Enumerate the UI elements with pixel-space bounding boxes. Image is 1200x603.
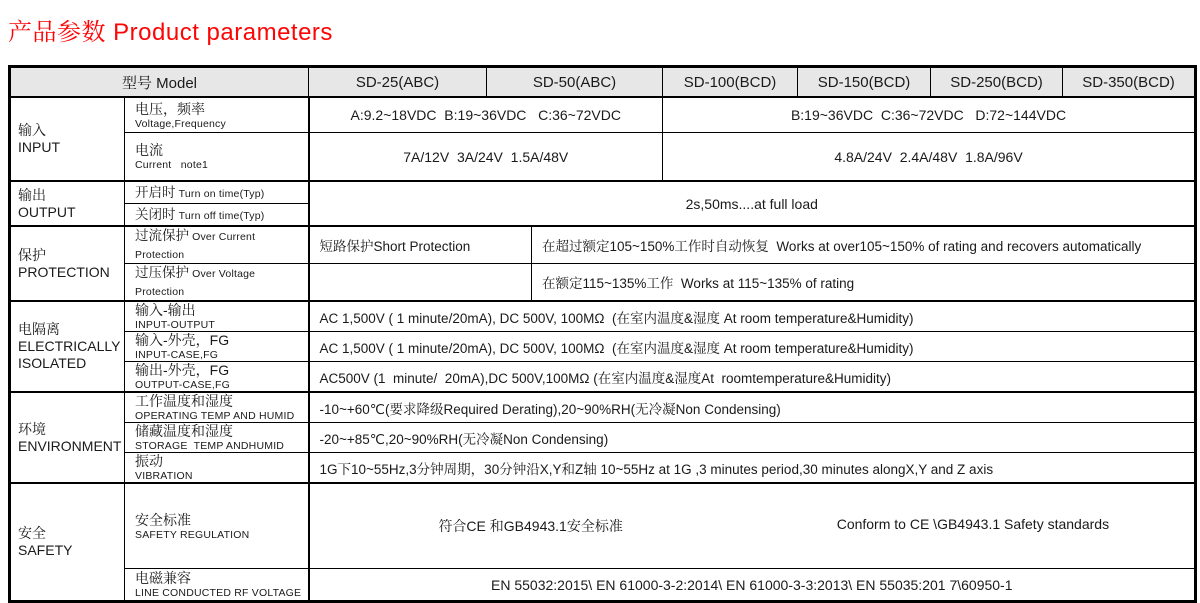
current-value-abc: 7A/12V 3A/24V 1.5A/48V (309, 133, 663, 182)
isolation-input-case-value: AC 1,500V ( 1 minute/20mA), DC 500V, 100MΩ (在室内温度&湿度 At room temperature&Humidity) (309, 332, 1196, 362)
current-value-bcd: 4.8A/24V 2.4A/48V 1.8A/96V (663, 133, 1196, 182)
label-turn-on-time: 开启时 Turn on time(Typ) (125, 181, 309, 204)
label-over-voltage-protection: 过压保护 Over Voltage Protection (125, 264, 309, 302)
isolation-output-case-value: AC500V (1 minute/ 20mA),DC 500V,100MΩ (在室内温度&湿度At roomtemperature&Humidity) (309, 362, 1196, 393)
vibration-value: 1G下10~55Hz,3分钟周期，30分钟沿X,Y和Z轴 10~55Hz at 1G ,3 minutes period,30 minutes alongX,Y and Z axis (309, 453, 1196, 484)
operating-temp-value: -10~+60℃(要求降级Required Derating),20~90%RH(无冷凝Non Condensing) (309, 392, 1196, 423)
table-row (10, 181, 1196, 204)
emc-value: EN 55032:2015\ EN 61000-3-2:2014\ EN 61000-3-3:2013\ EN 55035:201 7\60950-1 (309, 569, 1196, 602)
label-voltage-frequency: 电压，频率 Voltage,Frequency (125, 97, 309, 133)
model-header-cell: 型号 Model (10, 67, 309, 98)
label-vibration: 振动 VIBRATION (125, 453, 309, 484)
table-row (10, 301, 1196, 332)
model-sd50: SD-50(ABC) (487, 67, 663, 98)
label-operating-temp: 工作温度和湿度 OPERATING TEMP AND HUMID (125, 392, 309, 423)
model-sd25: SD-25(ABC) (309, 67, 487, 98)
table-row (10, 392, 1196, 423)
group-isolation: 电隔离 ELECTRICALLY ISOLATED (10, 301, 125, 392)
ovp-empty-cell (309, 264, 532, 302)
model-sd350: SD-350(BCD) (1063, 67, 1196, 98)
label-output-case: 输出-外壳，FG OUTPUT-CASE,FG (125, 362, 309, 393)
label-turn-off-time: 关闭时 Turn off time(Typ) (125, 204, 309, 227)
model-sd250: SD-250(BCD) (931, 67, 1063, 98)
table-row (10, 569, 1196, 602)
table-row (10, 423, 1196, 453)
safety-regulation-en: Conform to CE \GB4943.1 Safety standards (836, 516, 1110, 532)
model-sd150: SD-150(BCD) (798, 67, 931, 98)
turn-time-value: 2s,50ms....at full load (309, 181, 1196, 226)
safety-regulation-zh: 符合CE 和GB4943.1安全标准 (438, 518, 623, 534)
safety-regulation-value (309, 483, 1196, 569)
storage-temp-value: -20~+85℃,20~90%RH(无冷凝Non Condensing) (309, 423, 1196, 453)
table-header-row (10, 67, 1196, 98)
group-environment: 环境 ENVIRONMENT (10, 392, 125, 483)
table-row (10, 362, 1196, 393)
ovp-value: 在额定115~135%工作 Works at 115~135% of rating (532, 264, 1196, 302)
group-input-zh: 输入 (18, 122, 46, 138)
group-safety: 安全 SAFETY (10, 483, 125, 602)
group-protection: 保护 PROTECTION (10, 226, 125, 301)
table-row (10, 226, 1196, 264)
label-current: 电流 Current note1 (125, 133, 309, 182)
label-over-current-protection: 过流保护 Over Current Protection (125, 226, 309, 264)
voltage-value-bcd: B:19~36VDC C:36~72VDC D:72~144VDC (663, 97, 1196, 133)
label-emc: 电磁兼容 LINE CONDUCTED RF VOLTAGE (125, 569, 309, 602)
page-title: 产品参数 Product parameters (8, 19, 333, 46)
table-row (10, 332, 1196, 362)
ocp-recovery: 在超过额定105~150%工作时自动恢复 Works at over105~150% of rating and recovers automatically (532, 226, 1196, 264)
label-input-case: 输入-外壳，FG INPUT-CASE,FG (125, 332, 309, 362)
isolation-input-output-value: AC 1,500V ( 1 minute/20mA), DC 500V, 100MΩ (在室内温度&湿度 At room temperature&Humidity) (309, 301, 1196, 332)
table-row (10, 264, 1196, 302)
table-row (10, 133, 1196, 182)
group-input (10, 97, 125, 181)
table-row (10, 453, 1196, 484)
label-storage-temp: 储藏温度和湿度 STORAGE TEMP ANDHUMID (125, 423, 309, 453)
table-row (10, 483, 1196, 569)
label-input-output: 输入-输出 INPUT-OUTPUT (125, 301, 309, 332)
group-input-en: INPUT (18, 139, 60, 155)
label-safety-regulation: 安全标准 SAFETY REGULATION (125, 483, 309, 569)
group-output: 输出 OUTPUT (10, 181, 125, 226)
model-sd100: SD-100(BCD) (663, 67, 798, 98)
voltage-value-abc: A:9.2~18VDC B:19~36VDC C:36~72VDC (309, 97, 663, 133)
table-row (10, 97, 1196, 133)
ocp-short-protection: 短路保护Short Protection (309, 226, 532, 264)
product-parameters-table (8, 65, 1197, 603)
